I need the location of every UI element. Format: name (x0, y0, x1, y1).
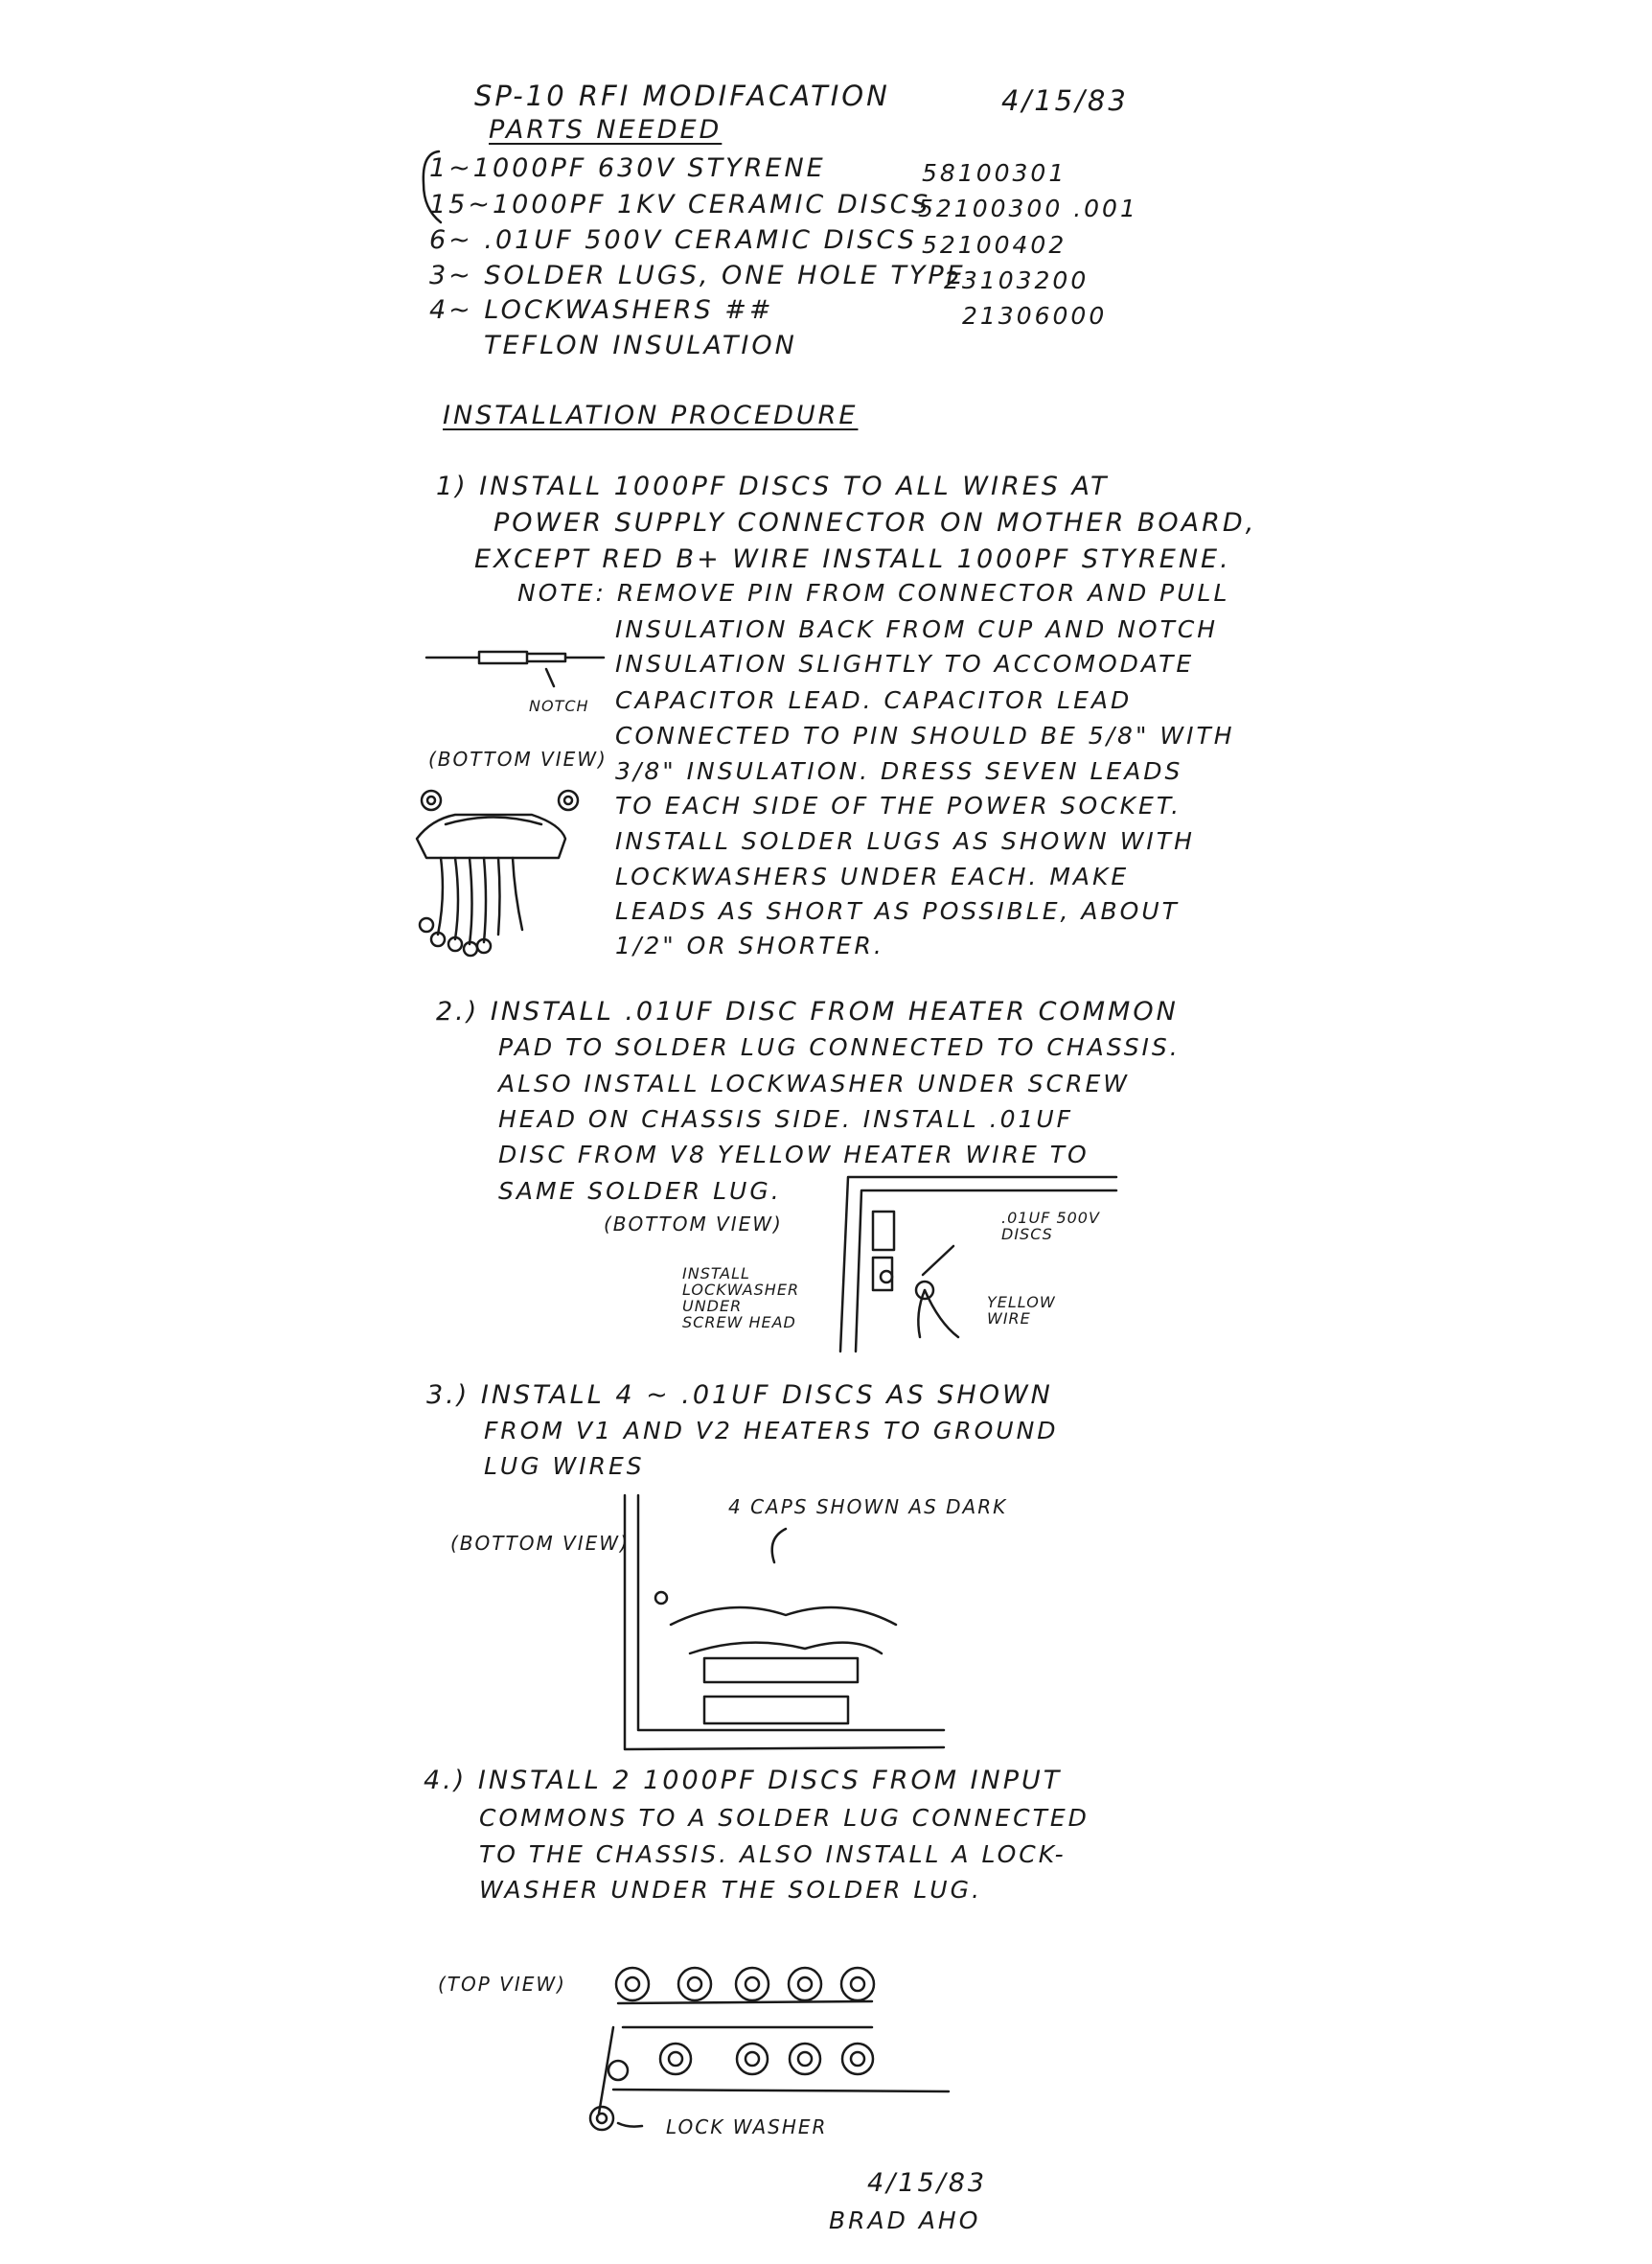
step-2-line: PAD TO SOLDER LUG CONNECTED TO CHASSIS. (498, 1033, 1181, 1061)
step-2-line: HEAD ON CHASSIS SIDE. INSTALL .01UF (498, 1105, 1074, 1133)
step-1-line: INSULATION BACK FROM CUP AND NOTCH (615, 615, 1219, 643)
step-3-line: 3.) INSTALL 4 ~ .01UF DISCS AS SHOWN (426, 1380, 1053, 1410)
part-description: 15~1000PF 1KV CERAMIC DISCS (429, 190, 931, 219)
part-number: 58100301 (922, 159, 1067, 187)
step-1-line: CAPACITOR LEAD. CAPACITOR LEAD (615, 686, 1133, 714)
part-description: 6~ .01UF 500V CERAMIC DISCS (429, 225, 918, 255)
disc-label: .01UF 500V DISCS (1001, 1209, 1100, 1243)
step-1-line: 3/8" INSULATION. DRESS SEVEN LEADS (615, 757, 1183, 785)
signoff-date: 4/15/83 (867, 2168, 988, 2198)
part-description: 4~ LOCKWASHERS ## (429, 295, 774, 325)
step-4-line: TO THE CHASSIS. ALSO INSTALL A LOCK- (479, 1840, 1067, 1868)
part-number: 52100300 .001 (918, 195, 1138, 222)
yellow-wire-label: YELLOW WIRE (987, 1293, 1056, 1328)
step-1-line: LEADS AS SHORT AS POSSIBLE, ABOUT (615, 897, 1180, 925)
chassis-corner-sketch (829, 1169, 1131, 1356)
lockwasher-screw-label: INSTALL LOCKWASHER UNDER SCREW HEAD (682, 1264, 800, 1331)
step-1-line: INSULATION SLIGHTLY TO ACCOMODATE (615, 650, 1195, 678)
part-description: TEFLON INSULATION (484, 331, 797, 360)
step-3-line: LUG WIRES (484, 1452, 645, 1480)
input-jacks-sketch (575, 1946, 891, 2137)
step-1-line: EXCEPT RED B+ WIRE INSTALL 1000PF STYRENE. (474, 544, 1231, 574)
part-number: 52100402 (922, 231, 1067, 259)
step-1-line: TO EACH SIDE OF THE POWER SOCKET. (615, 792, 1182, 820)
step-4-line: 4.) INSTALL 2 1000PF DISCS FROM INPUT (424, 1766, 1063, 1795)
connector-pin-sketch (422, 633, 613, 690)
step-1-line: POWER SUPPLY CONNECTOR ON MOTHER BOARD, (493, 508, 1257, 538)
step-1-line: NOTE: REMOVE PIN FROM CONNECTOR AND PULL (517, 579, 1230, 607)
step-1-line: LOCKWASHERS UNDER EACH. MAKE (615, 863, 1130, 890)
step-2-line: ALSO INSTALL LOCKWASHER UNDER SCREW (498, 1070, 1130, 1097)
procedure-heading: INSTALLATION PROCEDURE (443, 401, 859, 430)
part-number: 21306000 (962, 302, 1108, 330)
step-3-line: FROM V1 AND V2 HEATERS TO GROUND (484, 1417, 1059, 1444)
step-1-line: CONNECTED TO PIN SHOULD BE 5/8" WITH (615, 722, 1235, 750)
part-description: 1~1000PF 630V STYRENE (429, 153, 826, 183)
part-number: 23103200 (944, 266, 1090, 294)
step-1-line: 1) INSTALL 1000PF DISCS TO ALL WIRES AT (436, 472, 1110, 501)
parts-bracket (418, 146, 447, 242)
power-socket-sketch (388, 781, 589, 963)
parts-heading: PARTS NEEDED (489, 115, 723, 145)
heater-sockets-sketch (613, 1490, 958, 1764)
step-2-line: DISC FROM V8 YELLOW HEATER WIRE TO (498, 1141, 1090, 1168)
document-date: 4/15/83 (1001, 84, 1129, 117)
part-description: 3~ SOLDER LUGS, ONE HOLE TYPE (429, 261, 966, 290)
caps-label: 4 CAPS SHOWN AS DARK (728, 1495, 1008, 1518)
step-1-line: 1/2" OR SHORTER. (615, 932, 884, 959)
signoff-name: BRAD AHO (829, 2206, 981, 2234)
step-4-line: COMMONS TO A SOLDER LUG CONNECTED (479, 1804, 1090, 1832)
step-1-line: INSTALL SOLDER LUGS AS SHOWN WITH (615, 827, 1195, 855)
lockwasher-label: LOCK WASHER (666, 2115, 828, 2138)
top-view-label: (TOP VIEW) (438, 1973, 566, 1996)
document-title: SP-10 RFI MODIFACATION (474, 80, 890, 112)
step-2-line: 2.) INSTALL .01UF DISC FROM HEATER COMMON (436, 997, 1179, 1027)
notch-label: NOTCH (529, 697, 589, 715)
step-2-line: SAME SOLDER LUG. (498, 1177, 782, 1205)
step-4-line: WASHER UNDER THE SOLDER LUG. (479, 1876, 982, 1904)
step-3-bottom-view-label: (BOTTOM VIEW) (450, 1532, 630, 1555)
step-2-bottom-view-label: (BOTTOM VIEW) (604, 1213, 783, 1236)
step-1-bottom-view-label: (BOTTOM VIEW) (428, 748, 608, 771)
